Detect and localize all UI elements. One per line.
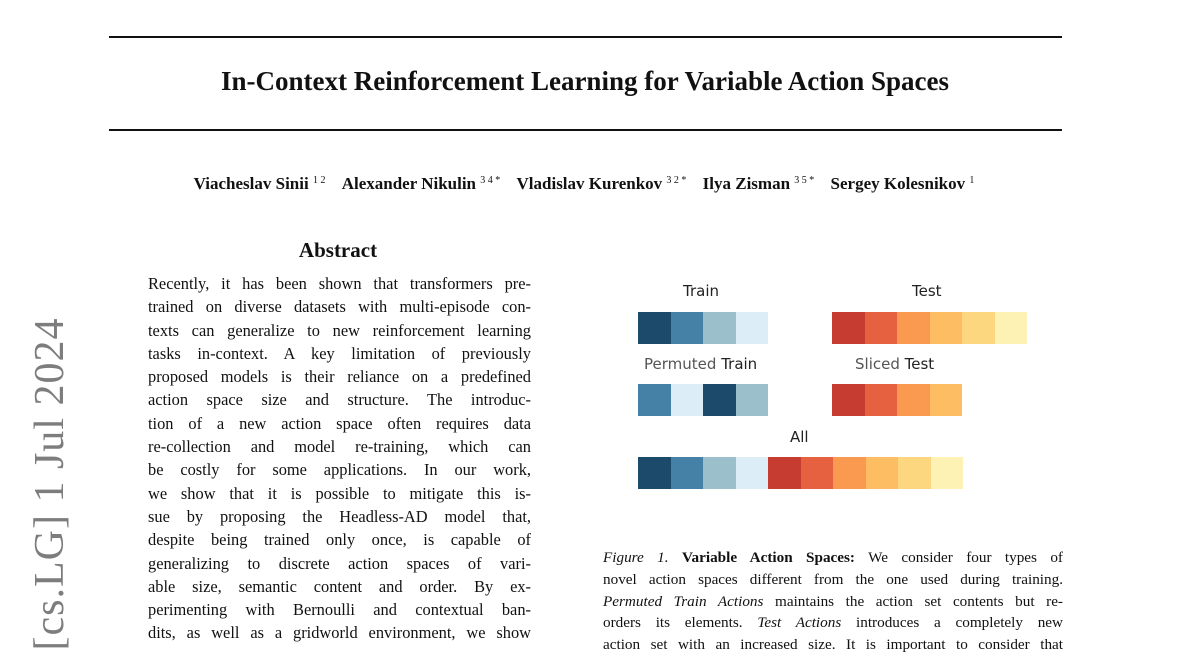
- figure-action-spaces: [600, 270, 1060, 510]
- action-swatch-red4: [930, 384, 963, 416]
- label-permuted-prefix: Permuted: [644, 355, 717, 373]
- author-affiliation: 1: [969, 175, 975, 186]
- caption-line: [603, 591, 1063, 613]
- action-swatch-red5: [898, 457, 931, 489]
- action-swatch-red1: [832, 384, 865, 416]
- all-actions-row: [638, 457, 963, 489]
- abstract-line: able size, semantic content and order. By ex-: [148, 576, 531, 596]
- author-affiliation: 1 2: [312, 175, 326, 186]
- action-swatch-red4: [930, 312, 963, 344]
- action-swatch-blue1: [638, 457, 671, 489]
- caption-title: Variable Action Spaces:: [681, 549, 855, 566]
- author-name: Vladislav Kurenkov: [516, 174, 663, 193]
- abstract-line: trained on diverse datasets with multi-episode con-: [148, 297, 531, 317]
- caption-text: We consider four types of: [868, 549, 1063, 566]
- action-swatch-blue2: [671, 312, 704, 344]
- caption-line: novel action spaces different from the one used during training.: [603, 570, 1063, 588]
- abstract-line: generalizing to discrete action spaces of vari-: [148, 553, 531, 573]
- label-train: Train: [683, 282, 719, 300]
- author-name: Ilya Zisman: [702, 174, 791, 193]
- action-swatch-blue2: [638, 384, 671, 416]
- author-name: Sergey Kolesnikov: [830, 174, 966, 193]
- caption-text: maintains the action set contents but re-: [775, 592, 1063, 610]
- caption-line: [603, 612, 1063, 634]
- author: [194, 174, 326, 193]
- action-swatch-red1: [768, 457, 801, 489]
- label-all: All: [790, 428, 809, 446]
- abstract-line: Recently, it has been shown that transformers pre-: [148, 274, 531, 293]
- abstract-line: we show that it is possible to mitigate this is-: [148, 483, 531, 503]
- action-swatch-red3: [897, 384, 930, 416]
- abstract-line: action space size and structure. The introduc-: [148, 390, 531, 410]
- author-affiliation: 3 4 *: [480, 175, 501, 186]
- author-name: Alexander Nikulin: [341, 174, 477, 193]
- action-swatch-red2: [865, 384, 898, 416]
- label-sliced-prefix: Sliced: [855, 355, 900, 373]
- action-swatch-red3: [833, 457, 866, 489]
- author: [517, 174, 687, 193]
- abstract-line: despite being trained only once, is capable of: [148, 530, 531, 550]
- author-name: Viacheslav Sinii: [193, 174, 309, 193]
- action-swatch-blue4: [671, 384, 704, 416]
- permuted-train-actions-row: [638, 384, 768, 416]
- abstract-line: proposed models is their reliance on a predefined: [148, 367, 531, 387]
- label-sliced-word: Test: [904, 355, 935, 373]
- abstract-line: tion of a new action space often requires data: [148, 413, 531, 433]
- action-swatch-blue3: [703, 312, 736, 344]
- label-sliced-test: [855, 355, 934, 373]
- title-top-rule: [109, 36, 1062, 38]
- action-swatch-blue2: [671, 457, 704, 489]
- action-swatch-red1: [832, 312, 865, 344]
- author: [342, 174, 501, 193]
- figure-caption: [603, 547, 1063, 656]
- test-actions-row: [832, 312, 1027, 344]
- caption-line: [603, 547, 1063, 569]
- author: [703, 174, 815, 193]
- abstract-heading: Abstract: [298, 238, 378, 262]
- abstract-line: sue by proposing the Headless-AD model that,: [148, 506, 531, 526]
- action-swatch-red6: [931, 457, 964, 489]
- arxiv-stamp: [cs.LG] 1 Jul 2024: [27, 317, 73, 651]
- caption-text: orders its elements.: [603, 614, 743, 632]
- abstract-line: perimenting with Bernoulli and contextual ban-: [148, 600, 531, 620]
- author-affiliation: 3 2 *: [666, 175, 687, 186]
- caption-term: Permuted Train Actions: [603, 592, 764, 610]
- abstract-body: [148, 272, 531, 645]
- abstract-line: texts can generalize to new reinforcement learning: [148, 320, 531, 340]
- label-permuted-word: Train: [721, 355, 758, 373]
- action-swatch-blue3: [736, 384, 769, 416]
- label-permuted-train: [644, 355, 757, 373]
- action-swatch-red6: [995, 312, 1028, 344]
- caption-line: action set with an increased size. It is important to consider that: [603, 636, 1063, 654]
- author-affiliation: 3 5 *: [794, 175, 815, 186]
- label-test: Test: [912, 282, 942, 300]
- abstract-line: dits, as well as a gridworld environment, we show: [148, 623, 531, 643]
- action-swatch-blue1: [638, 312, 671, 344]
- abstract-line: re-collection and model re-training, which can: [148, 437, 531, 457]
- author-list: [0, 174, 1168, 194]
- title-bottom-rule: [109, 129, 1062, 131]
- action-swatch-red5: [962, 312, 995, 344]
- action-swatch-blue4: [736, 312, 769, 344]
- caption-label: Figure 1.: [603, 549, 669, 566]
- sliced-test-actions-row: [832, 384, 962, 416]
- action-swatch-red2: [801, 457, 834, 489]
- caption-term: Test Actions: [757, 614, 842, 632]
- abstract-line: be costly for some applications. In our work,: [148, 460, 531, 480]
- caption-text: introduces a completely new: [856, 614, 1064, 632]
- author: [831, 174, 975, 193]
- action-swatch-red4: [866, 457, 899, 489]
- action-swatch-blue3: [703, 457, 736, 489]
- paper-title: In-Context Reinforcement Learning for Variable Action Spaces: [221, 66, 949, 96]
- action-swatch-blue4: [736, 457, 769, 489]
- action-swatch-red2: [865, 312, 898, 344]
- action-swatch-blue1: [703, 384, 736, 416]
- action-swatch-red3: [897, 312, 930, 344]
- abstract-line: tasks in-context. A key limitation of previously: [148, 343, 531, 363]
- train-actions-row: [638, 312, 768, 344]
